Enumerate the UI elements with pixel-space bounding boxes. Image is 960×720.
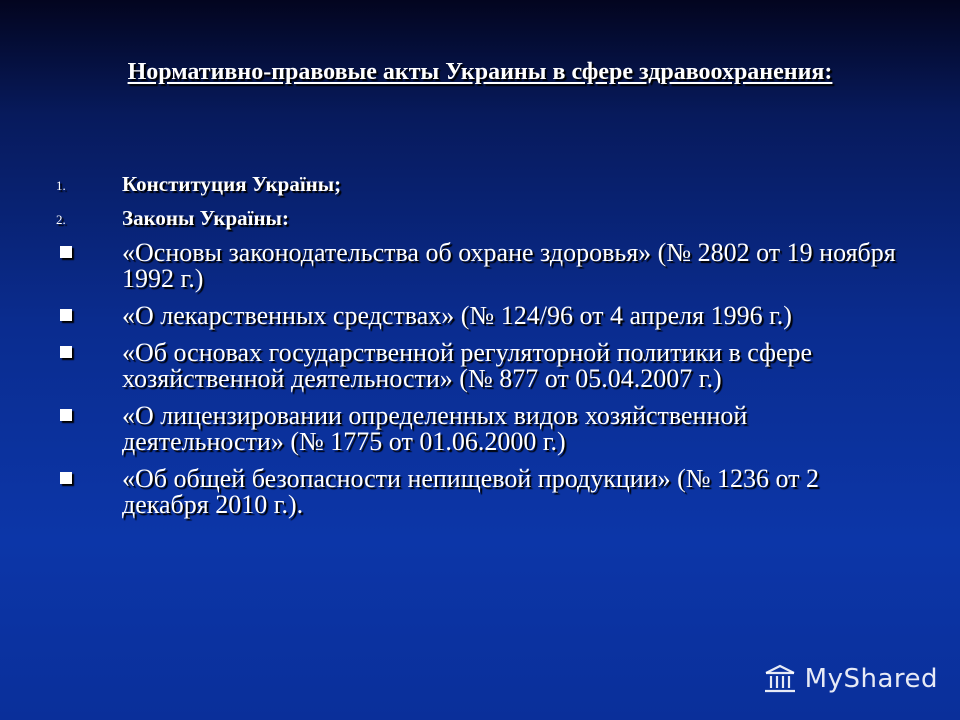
law-bullet-text: «Основы законодательства об охране здоровья» (№ 2802 от 19 ноября 1992 г.) <box>122 238 896 293</box>
numbered-item <box>56 172 896 206</box>
square-bullet-icon <box>60 346 72 358</box>
law-bullet-item <box>56 466 896 518</box>
law-bullet-text: «Об основах государственной регуляторной политики в сфере хозяйственной деятельности» (№ 877 от 05.04.2007 г.) <box>122 338 813 393</box>
item-text: Конституция Україны; <box>122 172 342 196</box>
law-bullet-list <box>56 240 896 529</box>
item-text: Законы Україны: <box>122 206 289 230</box>
law-bullet-item <box>56 403 896 455</box>
building-icon <box>763 664 797 694</box>
slide-title: Нормативно-правовые акты Украины в сфере здравоохранения: <box>127 59 833 85</box>
square-bullet-icon <box>60 246 72 258</box>
square-bullet-icon <box>60 409 72 421</box>
law-bullet-item <box>56 303 896 329</box>
myshared-watermark <box>763 664 938 694</box>
law-bullet-item <box>56 340 896 392</box>
law-bullet-text: «О лицензировании определенных видов хозяйственной деятельности» (№ 1775 от 01.06.2000 г.) <box>122 401 748 456</box>
square-bullet-icon <box>60 472 72 484</box>
law-bullet-text: «О лекарственных средствах» (№ 124/96 от 4 апреля 1996 г.) <box>122 301 792 330</box>
numbered-list <box>56 172 896 240</box>
law-bullet-text: «Об общей безопасности непищевой продукции» (№ 1236 от 2 декабря 2010 г.). <box>122 464 820 519</box>
square-bullet-icon <box>60 309 72 321</box>
law-bullet-item <box>56 240 896 292</box>
item-number: 2. <box>56 212 66 227</box>
item-number: 1. <box>56 178 66 193</box>
numbered-item <box>56 206 896 240</box>
watermark-text: MyShared <box>804 664 938 694</box>
